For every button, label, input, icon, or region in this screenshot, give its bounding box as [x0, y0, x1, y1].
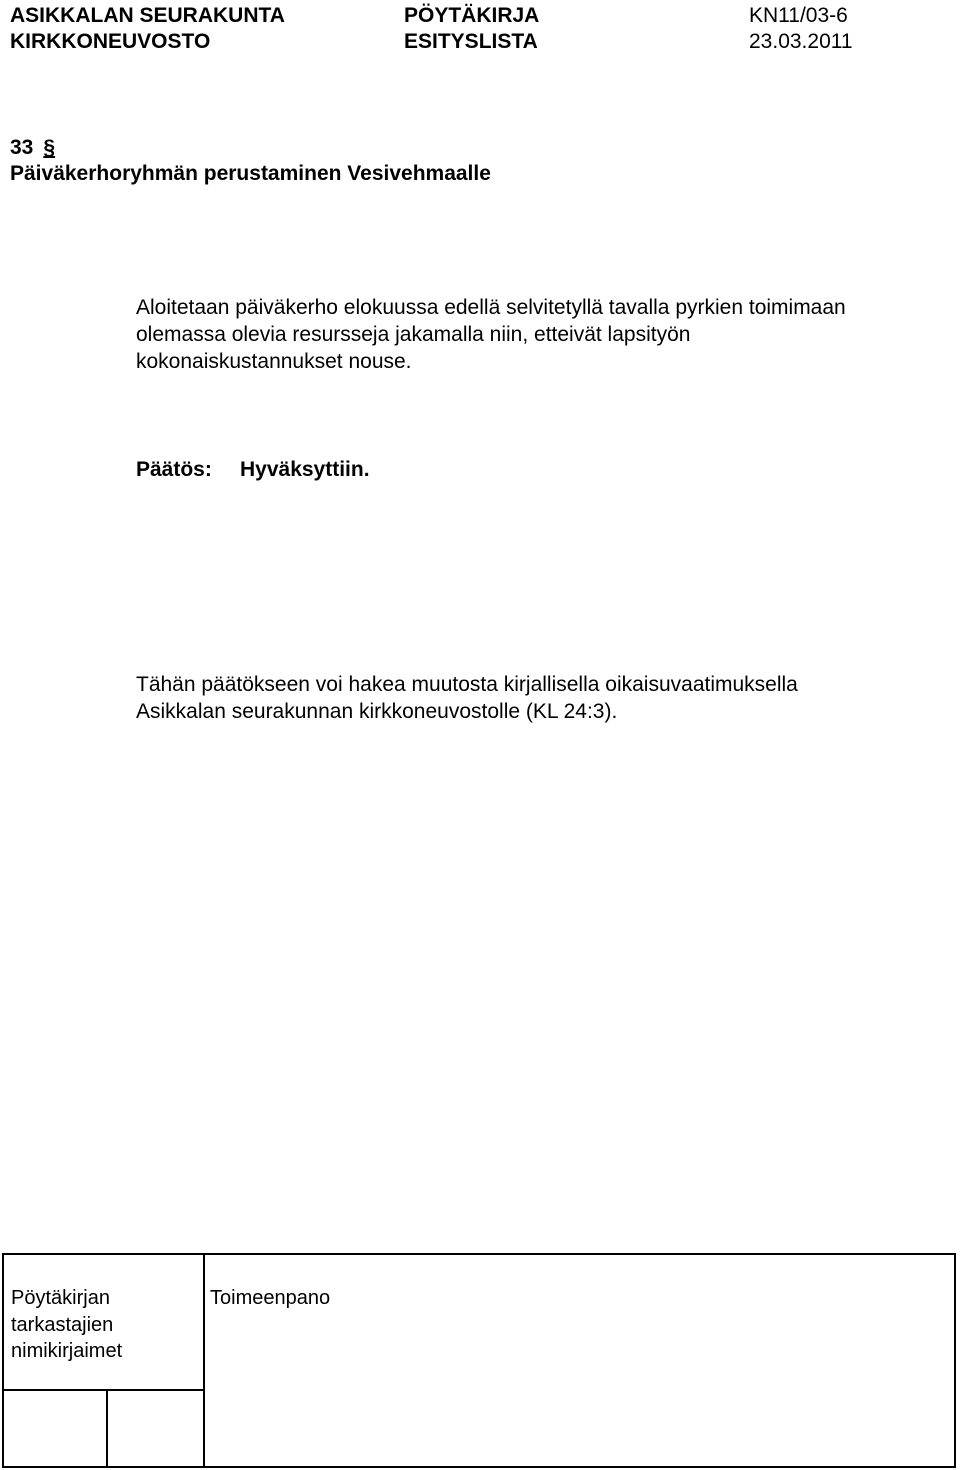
section-heading: [10, 136, 55, 160]
section-symbol: §: [43, 136, 56, 159]
initials-label: [11, 1285, 122, 1365]
initials-label-line: tarkastajien: [11, 1313, 114, 1336]
doc-type-minutes: PÖYTÄKIRJA: [404, 4, 540, 27]
paragraph-line: Aloitetaan päiväkerho elokuussa edellä selvitetyllä tavalla pyrkien toimimaan: [136, 296, 846, 319]
paragraph-line: kokonaiskustannukset nouse.: [136, 350, 412, 373]
paragraph-line: olemassa olevia resursseja jakamalla niin, etteivät lapsityön: [136, 323, 691, 346]
table-divider: [4, 1389, 203, 1391]
decision-value: Hyväksyttiin.: [240, 458, 370, 481]
initials-label-line: nimikirjaimet: [11, 1340, 123, 1362]
appeal-line: Tähän päätökseen voi hakea muutosta kirjallisella oikaisuvaatimuksella: [136, 673, 798, 696]
section-title: Päiväkerhoryhmän perustaminen Vesivehmaalle: [10, 162, 491, 185]
decision-label: Päätös:: [136, 458, 212, 481]
doc-type-agenda: ESITYSLISTA: [404, 30, 538, 53]
organization-name: ASIKKALAN SEURAKUNTA: [10, 4, 285, 27]
doc-date: 23.03.2011: [749, 30, 853, 53]
appeal-line: Asikkalan seurakunnan kirkkoneuvostolle (KL 24:3).: [136, 700, 618, 723]
governing-body: KIRKKONEUVOSTO: [10, 30, 211, 53]
doc-code: KN11/03-6: [749, 4, 848, 27]
section-number: 33: [10, 136, 34, 159]
initials-label-line: Pöytäkirjan: [11, 1287, 110, 1309]
table-divider: [106, 1389, 108, 1468]
execution-label: Toimeenpano: [210, 1287, 331, 1309]
signature-table: [2, 1253, 956, 1468]
table-divider: [203, 1255, 205, 1466]
decision-row: [136, 458, 370, 482]
